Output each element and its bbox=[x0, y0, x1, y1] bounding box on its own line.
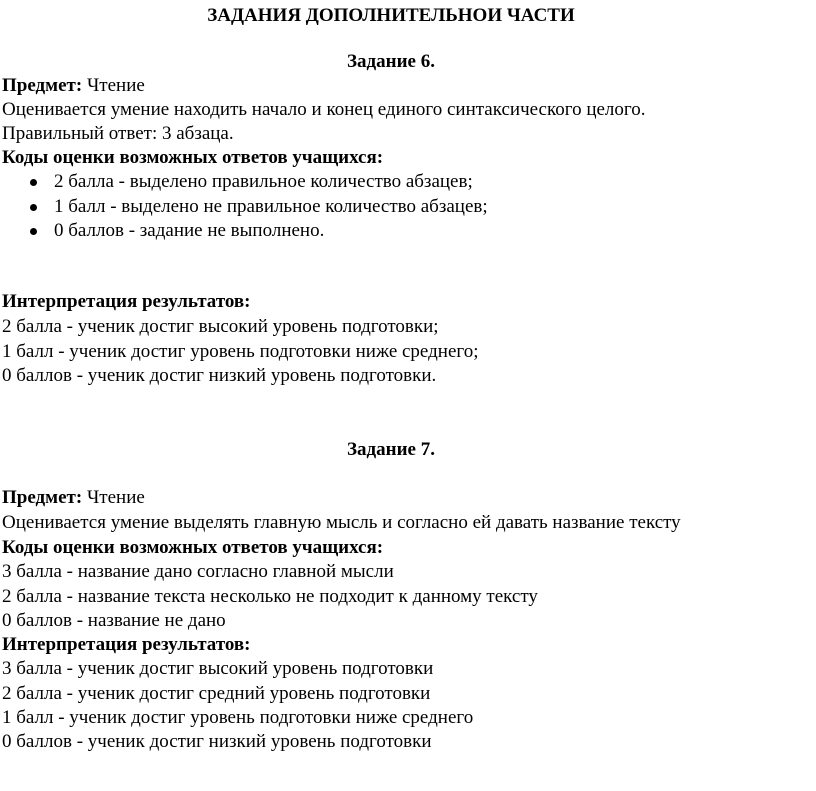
task6-subject-label: Предмет: bbox=[2, 75, 83, 96]
task7-interpretation-heading: Интерпретация результатов: bbox=[2, 634, 251, 655]
task7-interpretation-item: 1 балл - ученик достиг уровень подготовки ниже среднего bbox=[2, 707, 474, 728]
task7-subject-value: Чтение bbox=[82, 487, 145, 508]
task6-heading: Задание 6. bbox=[347, 51, 435, 72]
task7-code-item: 2 балла - название текста несколько не подходит к данному тексту bbox=[2, 586, 538, 607]
task7-subject-label: Предмет: bbox=[2, 487, 83, 508]
task7-subject-line bbox=[2, 486, 145, 510]
task6-interpretation-item: 2 балла - ученик достиг высокий уровень подготовки; bbox=[2, 316, 439, 337]
task7-interpretation-item: 3 балла - ученик достиг высокий уровень подготовки bbox=[2, 658, 434, 679]
task6-assessed: Оценивается умение находить начало и конец единого синтаксического целого. bbox=[2, 99, 646, 120]
document-title: ЗАДАНИЯ ДОПОЛНИТЕЛЬНОИ ЧАСТИ bbox=[207, 5, 575, 26]
task7-code-item: 0 баллов - название не дано bbox=[2, 610, 226, 631]
task6-subject-line bbox=[2, 74, 145, 98]
task7-codes-heading: Коды оценки возможных ответов учащихся: bbox=[2, 537, 384, 558]
bullet-icon bbox=[30, 228, 37, 235]
task7-interpretation-item: 2 балла - ученик достиг средний уровень подготовки bbox=[2, 683, 431, 704]
task7-interpretation-item: 0 баллов - ученик достиг низкий уровень подготовки bbox=[2, 731, 432, 752]
task6-code-item: 1 балл - выделено не правильное количество абзацев; bbox=[54, 196, 488, 217]
task6-interpretation-item: 1 балл - ученик достиг уровень подготовки ниже среднего; bbox=[2, 341, 479, 362]
task6-code-item: 0 баллов - задание не выполнено. bbox=[54, 220, 325, 241]
bullet-icon bbox=[30, 179, 37, 186]
task7-heading: Задание 7. bbox=[347, 439, 435, 460]
task6-subject-value: Чтение bbox=[82, 75, 145, 96]
task7-code-item: 3 балла - название дано согласно главной мысли bbox=[2, 561, 394, 582]
task6-correct-answer: Правильный ответ: 3 абзаца. bbox=[2, 123, 234, 144]
bullet-icon bbox=[30, 204, 37, 211]
task7-assessed: Оценивается умение выделять главную мысль и согласно ей давать название тексту bbox=[2, 512, 681, 533]
task6-interpretation-item: 0 баллов - ученик достиг низкий уровень подготовки. bbox=[2, 365, 437, 386]
task6-code-item: 2 балла - выделено правильное количество абзацев; bbox=[54, 171, 473, 192]
task6-codes-heading: Коды оценки возможных ответов учащихся: bbox=[2, 147, 384, 168]
task6-interpretation-heading: Интерпретация результатов: bbox=[2, 291, 251, 312]
